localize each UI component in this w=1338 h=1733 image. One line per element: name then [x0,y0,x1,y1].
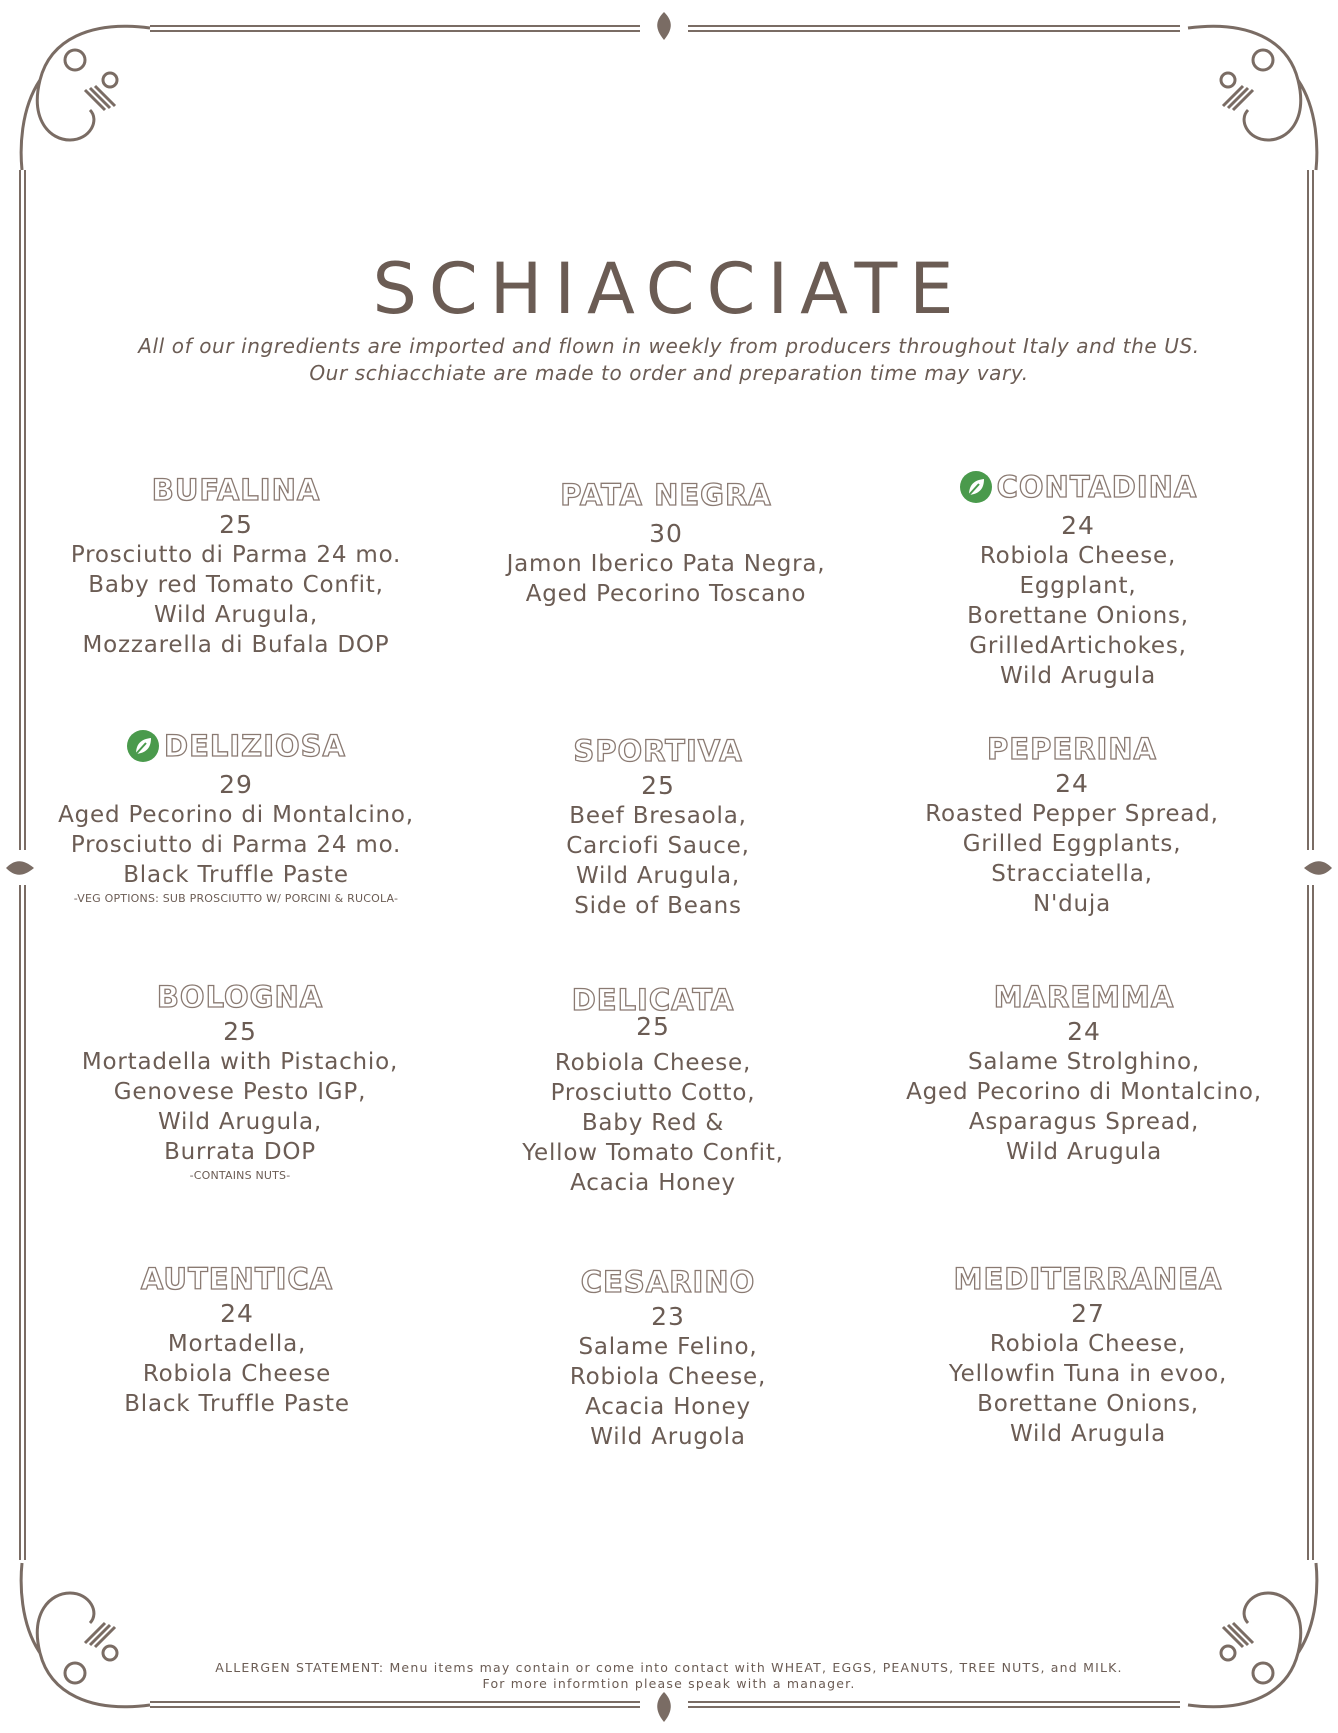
item-description: Prosciutto di Parma 24 mo. Baby red Tomato Confit, Wild Arugula, Mozzarella di Bufala DOP [70,542,402,658]
menu-item [468,1265,868,1452]
item-price: 25 [223,1017,257,1046]
item-description: Roasted Pepper Spread, Grilled Eggplants, Stracciatella, N'duja [925,801,1219,917]
item-name: DELIZIOSA [126,729,346,763]
ornamental-corner-icon [21,26,150,170]
item-price: 29 [219,770,253,799]
allergen-statement: ALLERGEN STATEMENT: Menu items may contain or come into contact with WHEAT, EGGS, PEANUTS, TREE NUTS, and MILK. For more informtion please speak with a manager. [215,1660,1123,1691]
item-name: BUFALINA [151,473,321,507]
item-name: BOLOGNA [156,980,324,1014]
menu-subtitle-line2: Our schiacchiate are made to order and preparation time may vary. [309,361,1029,385]
item-price: 24 [1061,511,1095,540]
item-name: SPORTIVA [573,734,743,768]
item-name: MEDITERRANEA [953,1262,1223,1296]
item-name: CESARINO [580,1265,756,1299]
item-note: -VEG OPTIONS: SUB PROSCIUTTO W/ PORCINI & RUCOLA- [73,892,399,905]
item-price: 24 [220,1299,254,1328]
menu-item [872,732,1272,919]
item-name: DELICATA [571,983,735,1017]
vegetarian-leaf-icon [959,470,993,504]
item-price: 25 [641,771,675,800]
item-price: 25 [219,510,253,539]
menu-item [40,980,440,1182]
item-description: Robiola Cheese, Yellowfin Tuna in evoo, Borettane Onions, Wild Arugula [948,1331,1228,1447]
menu-item [878,470,1278,691]
item-name: PATA NEGRA [560,478,772,512]
item-description: Salame Strolghino, Aged Pecorino di Montalcino, Asparagus Spread, Wild Arugula [906,1049,1262,1165]
vegetarian-leaf-icon [126,729,160,763]
item-name: MAREMMA [993,980,1175,1014]
menu-item [466,478,866,609]
item-description: Robiola Cheese, Prosciutto Cotto, Baby Red & Yellow Tomato Confit, Acacia Honey [522,1050,784,1196]
menu-item [37,1262,437,1419]
menu-item [888,1262,1288,1449]
item-description: Aged Pecorino di Montalcino, Prosciutto di Parma 24 mo. Black Truffle Paste [58,802,414,888]
item-description: Jamon Iberico Pata Negra, Aged Pecorino Toscano [506,551,826,607]
menu-item [884,980,1284,1167]
item-name: AUTENTICA [140,1262,334,1296]
item-name: CONTADINA [959,470,1198,504]
menu-title: SCHIACCIATE [372,248,966,330]
menu-item [36,473,436,660]
item-price: 24 [1055,769,1089,798]
item-description: Robiola Cheese, Eggplant, Borettane Onions, GrilledArtichokes, Wild Arugula [967,543,1189,689]
menu-item [36,729,436,905]
menu-subtitle-line1: All of our ingredients are imported and flown in weekly from producers throughout Italy and the US. [138,334,1200,358]
item-price: 27 [1071,1299,1105,1328]
item-description: Salame Felino, Robiola Cheese, Acacia Honey Wild Arugola [569,1334,767,1450]
item-price: 25 [636,1012,670,1041]
item-note: -CONTAINS NUTS- [189,1169,291,1182]
menu-item [458,734,858,921]
item-description: Beef Bresaola, Carciofi Sauce, Wild Arugula, Side of Beans [566,803,750,919]
item-description: Mortadella with Pistachio, Genovese Pesto IGP, Wild Arugula, Burrata DOP [81,1049,399,1165]
item-price: 24 [1067,1017,1101,1046]
item-price: 23 [651,1302,685,1331]
item-price: 30 [649,519,683,548]
item-name: PEPERINA [987,732,1157,766]
item-description: Mortadella, Robiola Cheese Black Truffle Paste [124,1331,350,1417]
menu-item [453,983,853,1198]
